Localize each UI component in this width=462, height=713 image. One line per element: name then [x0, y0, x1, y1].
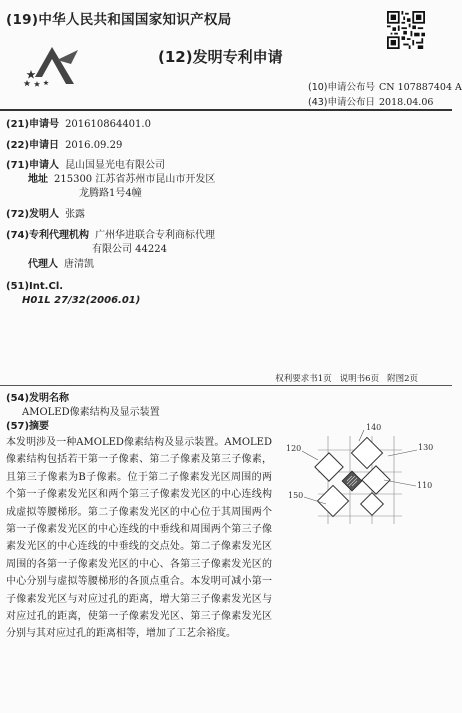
agency-field: [6, 229, 215, 242]
first-subpixel-right: [362, 466, 390, 494]
figure-label-110: 110: [417, 481, 433, 490]
inventor-value: 张露: [65, 209, 86, 220]
figure-label-150: 150: [288, 491, 304, 500]
agent-field: [6, 258, 94, 271]
qr-code-icon: [387, 11, 425, 49]
address-line-2: 龙腾路1号4幢: [79, 188, 142, 199]
issuing-office: (19)中华人民共和国国家知识产权局: [6, 12, 232, 28]
application-number-field: [6, 118, 151, 131]
address-field: [6, 173, 215, 186]
patent-office-logo-icon: [22, 44, 80, 90]
abstract-divider: [0, 385, 452, 386]
address-line-1: 215300 江苏省苏州市昆山市开发区: [54, 174, 216, 185]
publication-number-value: CN 107887404 A: [379, 82, 462, 93]
filing-date-field: [6, 139, 122, 152]
drawings-pages: 附图2页: [387, 374, 418, 384]
application-number-value: 201610864401.0: [65, 119, 151, 130]
agent-value: 唐清凯: [64, 259, 94, 270]
filing-date-value: 2016.09.29: [65, 140, 123, 151]
pixel-structure-figure: [284, 422, 444, 530]
leader-130: [388, 450, 417, 456]
second-subpixel-center: [342, 471, 362, 491]
page-counts: [267, 372, 418, 384]
intcl-classification: H01L 27/32(2006.01): [22, 295, 141, 306]
description-pages: 说明书6页: [339, 374, 380, 384]
inventor-field: [6, 208, 85, 221]
applicant-field: [6, 159, 165, 172]
document-type-title: (12)发明专利申请: [158, 48, 283, 66]
intcl-value: [22, 294, 140, 307]
address-label: 地址: [28, 174, 48, 185]
publication-date: [308, 94, 433, 108]
figure-label-120: 120: [286, 444, 302, 453]
first-subpixel-lower: [361, 493, 384, 516]
third-subpixel-lower: [317, 485, 348, 516]
filing-date-label: (22)申请日: [6, 140, 60, 151]
applicant-label: (71)申请人: [6, 160, 60, 171]
intcl-field: [6, 280, 63, 293]
header-divider: [0, 109, 452, 111]
figure-label-140: 140: [366, 423, 382, 432]
agency-label: (74)专利代理机构: [6, 230, 90, 241]
figure-label-130: 130: [418, 443, 434, 452]
publication-number-label: (10)申请公布号: [308, 82, 376, 93]
publication-date-label: (43)申请公布日: [308, 97, 376, 108]
leader-140: [359, 430, 364, 441]
application-number-label: (21)申请号: [6, 119, 60, 130]
intcl-label: (51)Int.Cl.: [6, 281, 64, 292]
inventor-label: (72)发明人: [6, 209, 60, 220]
publication-date-value: 2018.04.06: [379, 97, 434, 108]
abstract-text: 本发明涉及一种AMOLED像素结构及显示装置。AMOLED像素结构包括若干第一子像素、第二子像素及第三子像素，且第三子像素为B子像素。位于第二子像素发光区周围的两个第一子像素发光区和两个第三子像素发光区的中心连线构成虚拟等腰梯形。第二子像素发光区的中心位于其周围两个第一子像素发光区的中心连线的中垂线和周围两个第三子像素发光区的中心连线的中垂线的交点处。第二子像素发光区周围的各第一子像素发光区的中心、各第三子像素发光区的中心分别与虚拟等腰梯形的各顶点重合。本发明可减小第一子像素发光区与对应过孔的距离，增大第三子像素发光区与对应过孔的距离，使第一子像素发光区、第三子像素发光区分别与其对应过孔的距离相等，增加了工艺余裕度。: [6, 437, 272, 640]
agent-label: 代理人: [28, 259, 58, 270]
claims-pages: 权利要求书1页: [275, 374, 332, 384]
invention-title-label: (54)发明名称: [6, 393, 70, 404]
leader-110: [384, 480, 416, 486]
agency-line-1: 广州华进联合专利商标代理: [95, 230, 216, 241]
first-subpixel-upper: [315, 453, 343, 481]
agency-line-2: 有限公司 44224: [92, 244, 167, 255]
leader-120: [302, 451, 318, 460]
publication-number: [308, 79, 462, 93]
applicant-value: 昆山国显光电有限公司: [65, 160, 166, 171]
third-subpixel-upper: [351, 437, 382, 468]
abstract-label: (57)摘要: [6, 421, 50, 432]
invention-title: AMOLED像素结构及显示装置: [22, 407, 160, 418]
